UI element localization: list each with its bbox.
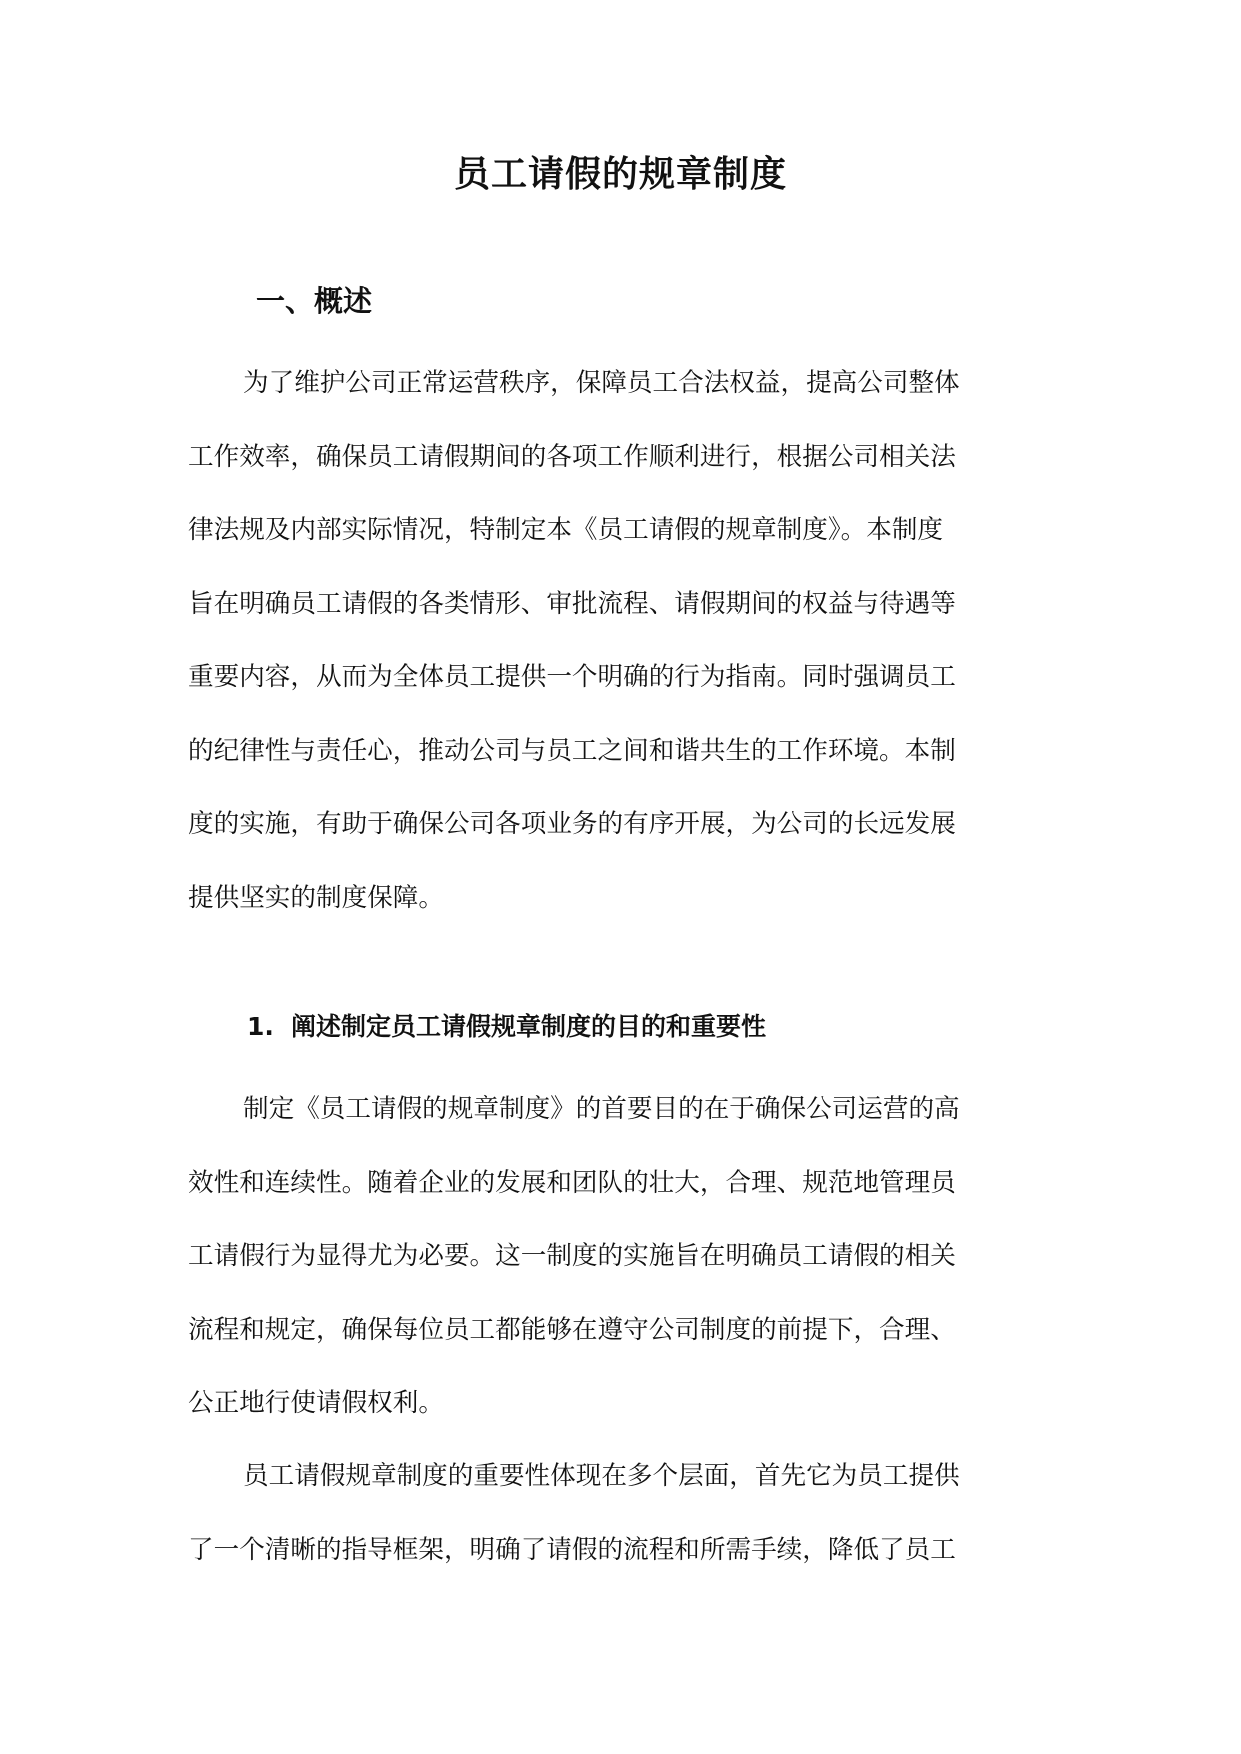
section-heading-overview: 一、概述 xyxy=(256,284,373,318)
paragraph-line: 律法规及内部实际情况，特制定本《员工请假的规章制度》。本制度 xyxy=(188,515,944,545)
subsection-number: 1. xyxy=(247,1012,274,1041)
paragraph-line: 制定《员工请假的规章制度》的首要目的在于确保公司运营的高 xyxy=(243,1094,960,1124)
document-title: 员工请假的规章制度 xyxy=(453,154,787,195)
paragraph-line: 为了维护公司正常运营秩序，保障员工合法权益，提高公司整体 xyxy=(243,368,960,398)
paragraph-line: 的纪律性与责任心，推动公司与员工之间和谐共生的工作环境。本制 xyxy=(188,735,956,766)
paragraph-line: 工作效率，确保员工请假期间的各项工作顺利进行，根据公司相关法 xyxy=(188,441,956,472)
importance-paragraph xyxy=(188,1440,1056,1587)
paragraph-line: 提供坚实的制度保障。 xyxy=(188,882,444,913)
paragraph-line: 员工请假规章制度的重要性体现在多个层面，首先它为员工提供 xyxy=(243,1461,960,1491)
paragraph-line: 工请假行为显得尤为必要。这一制度的实施旨在明确员工请假的相关 xyxy=(188,1241,956,1271)
paragraph-line: 重要内容，从而为全体员工提供一个明确的行为指南。同时强调员工 xyxy=(188,662,956,692)
paragraph-line: 公正地行使请假权利。 xyxy=(188,1388,444,1418)
subsection-heading-text: 阐述制定员工请假规章制度的目的和重要性 xyxy=(291,1012,767,1041)
paragraph-line: 流程和规定，确保每位员工都能够在遵守公司制度的前提下，合理、 xyxy=(188,1314,956,1345)
subsection-heading-purpose xyxy=(247,1007,766,1047)
paragraph-line: 旨在明确员工请假的各类情形、审批流程、请假期间的权益与待遇等 xyxy=(188,588,956,619)
paragraph-line: 了一个清晰的指导框架，明确了请假的流程和所需手续，降低了员工 xyxy=(188,1534,956,1565)
paragraph-line: 效性和连续性。随着企业的发展和团队的壮大，合理、规范地管理员 xyxy=(188,1167,956,1198)
overview-paragraph xyxy=(188,347,1056,935)
paragraph-line: 度的实施，有助于确保公司各项业务的有序开展，为公司的长远发展 xyxy=(188,809,956,839)
purpose-paragraph xyxy=(188,1073,1056,1441)
